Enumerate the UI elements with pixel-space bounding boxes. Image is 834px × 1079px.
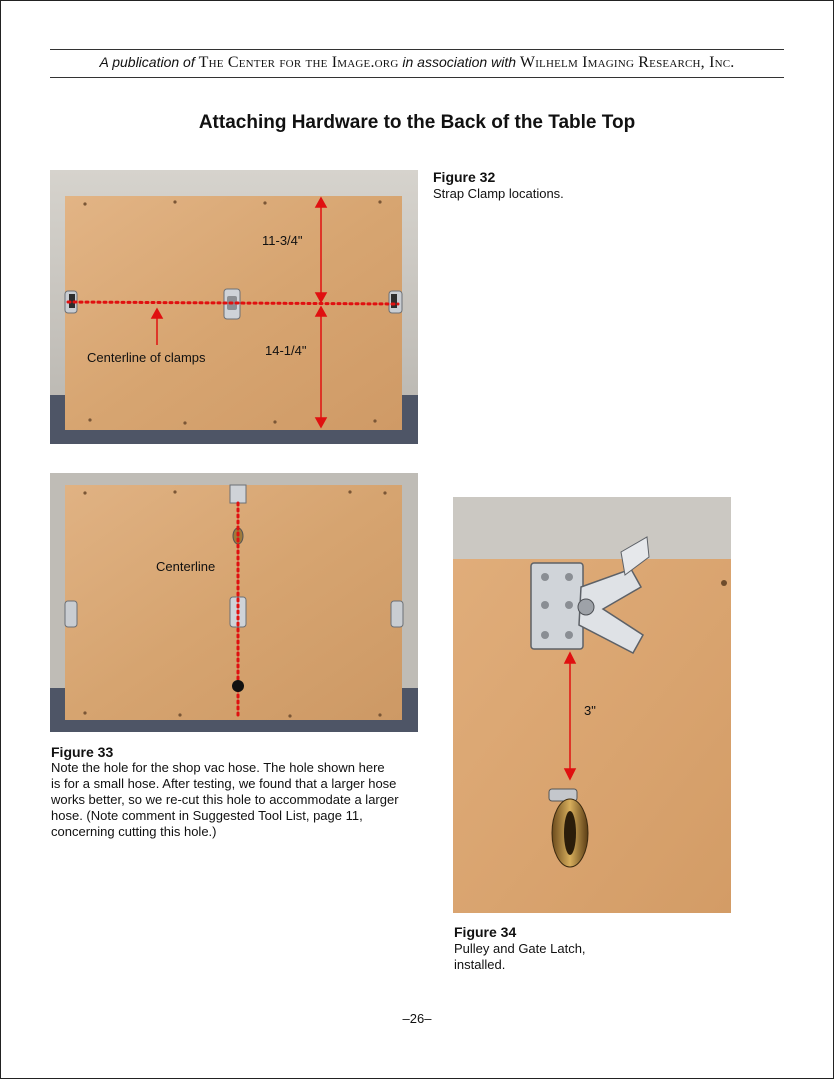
caption-line: works better, so we re-cut this hole to accommodate a larger bbox=[51, 792, 399, 807]
dimension-label: 3" bbox=[584, 703, 596, 718]
page-title: Attaching Hardware to the Back of the Table Top bbox=[198, 112, 636, 133]
figure-33-caption bbox=[51, 760, 431, 840]
running-header bbox=[50, 54, 784, 74]
caption-line: is for a small hose. After testing, we found that a larger hose bbox=[51, 776, 397, 791]
centerline-of-clamps-label: Centerline of clamps bbox=[87, 350, 206, 365]
gate-latch bbox=[230, 485, 246, 503]
bottom-dimension-label: 14-1/4" bbox=[265, 343, 307, 358]
caption-line: concerning cutting this hole.) bbox=[51, 824, 217, 839]
figure-34-caption bbox=[454, 941, 586, 973]
page-number: –26– bbox=[402, 1011, 432, 1026]
hose-hole bbox=[232, 680, 244, 692]
figure-33-label: Figure 33 bbox=[51, 744, 114, 760]
strap-clamp-left bbox=[65, 601, 77, 627]
centerline-label: Centerline bbox=[156, 559, 216, 574]
figure-32-label: Figure 32 bbox=[433, 169, 496, 185]
figure-33-photo bbox=[50, 473, 418, 732]
header-org-wilhelm: Wilhelm Imaging Research, Inc. bbox=[519, 54, 735, 71]
strap-clamp-right bbox=[391, 601, 403, 627]
caption-line: Note the hole for the shop vac hose. The hole shown here bbox=[51, 760, 385, 775]
figure-34-photo bbox=[453, 497, 731, 913]
figure-32-caption: Strap Clamp locations. bbox=[433, 186, 564, 201]
header-rule-top bbox=[50, 49, 784, 50]
figure-32-photo bbox=[50, 170, 418, 444]
caption-line: hose. (Note comment in Suggested Tool List, page 11, bbox=[51, 808, 363, 823]
header-middle: in association with bbox=[402, 54, 516, 70]
top-dimension-label: 11-3/4" bbox=[262, 233, 303, 248]
header-org-center: The Center for the Image.org bbox=[198, 54, 399, 71]
header-prefix: A publication of bbox=[99, 54, 195, 70]
caption-line: installed. bbox=[454, 957, 506, 972]
strap-clamp-right bbox=[389, 291, 402, 313]
caption-line: Pulley and Gate Latch, bbox=[454, 941, 586, 956]
figure-34-label: Figure 34 bbox=[454, 924, 517, 940]
header-rule-bottom bbox=[50, 77, 784, 78]
